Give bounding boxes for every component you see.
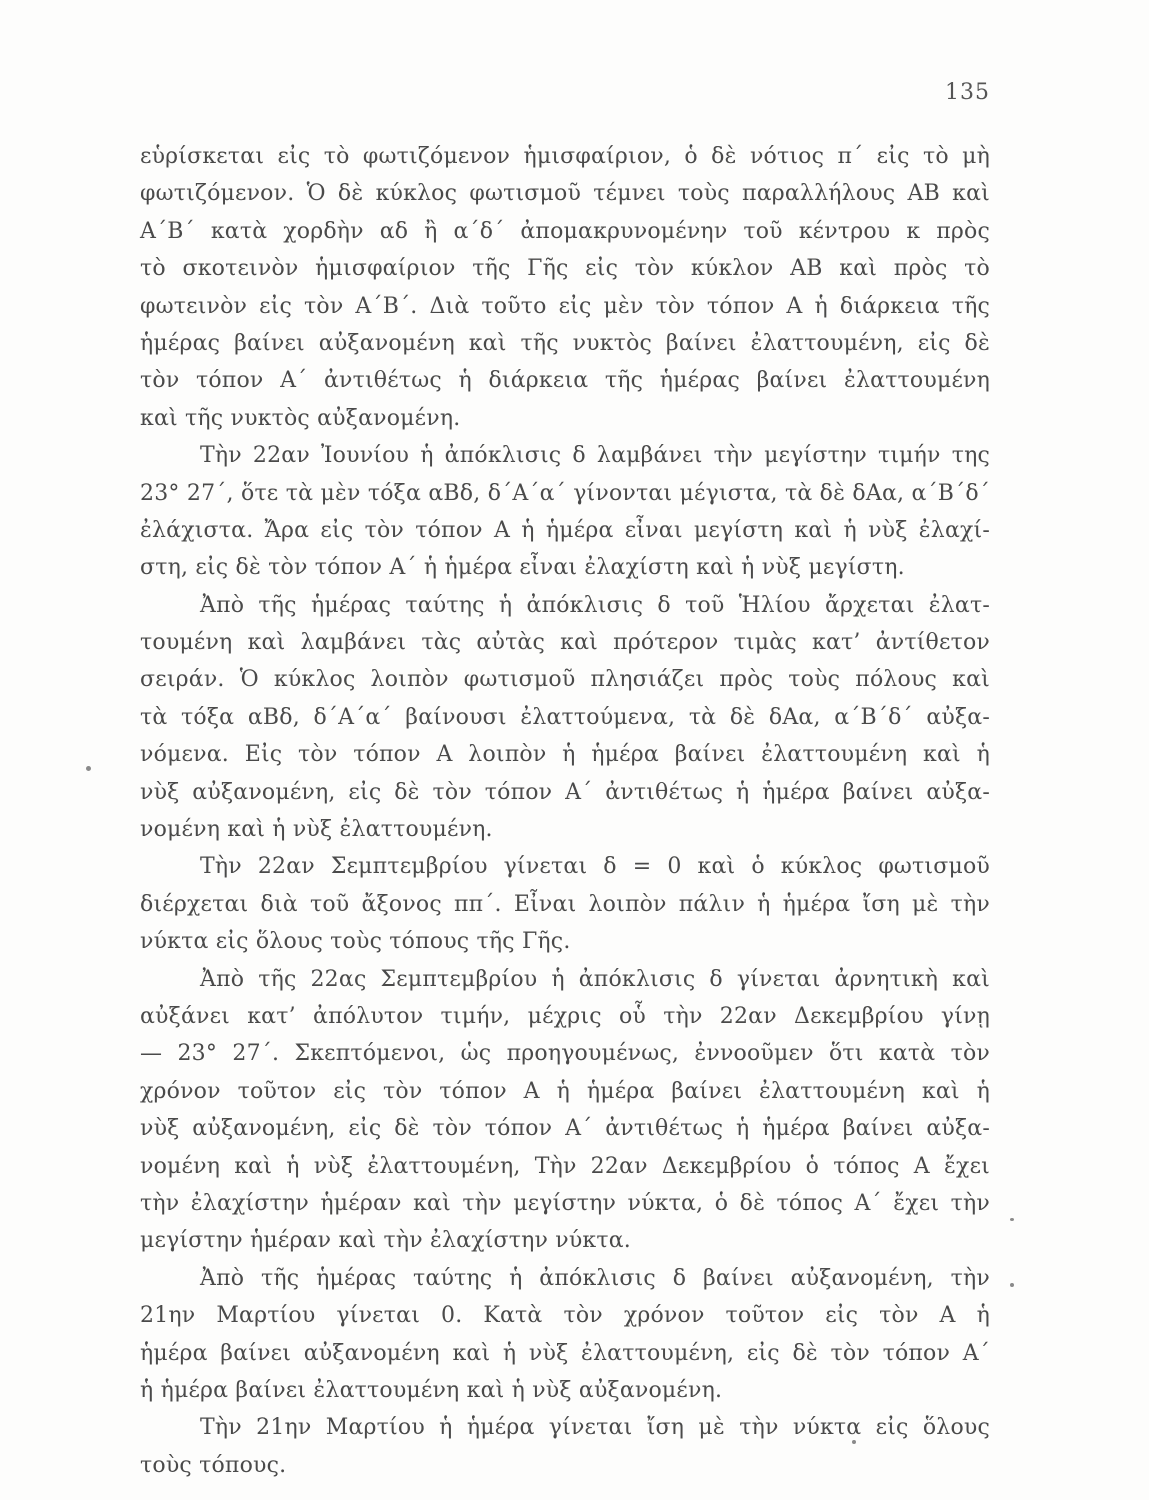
text-line: χρόνον τοῦτον εἰς τὸν τόπον Α ἡ ἡμέρα βαίνει ἐλαττουμένη καὶ ἡ (140, 1078, 990, 1104)
text-line: νὺξ αὐξανομένη, εἰς δὲ τὸν τόπον Α΄ ἀντιθέτως ἡ ἡμέρα βαίνει αὐξα- (140, 779, 990, 805)
text-line: νόμενα. Εἰς τὸν τόπον Α λοιπὸν ἡ ἡμέρα βαίνει ἐλαττουμένη καὶ ἡ (140, 742, 990, 768)
text-line: νὺξ αὐξανομένη, εἰς δὲ τὸν τόπον Α΄ ἀντιθέτως ἡ ἡμέρα βαίνει αὐξα- (140, 1116, 990, 1142)
paragraph-start-line: Τὴν 22αν Σεμπτεμβρίου γίνεται δ = 0 καὶ ὁ κύκλος φωτισμοῦ (200, 854, 990, 880)
page-number: 135 (945, 80, 990, 105)
paragraph-start-line: Ἀπὸ τῆς ἡμέρας ταύτης ἡ ἀπόκλισις δ τοῦ Ἡλίου ἄρχεται ἐλατ- (200, 592, 990, 618)
text-line: 21ην Μαρτίου γίνεται 0. Κατὰ τὸν χρόνον τοῦτον εἰς τὸν Α ἡ (140, 1303, 990, 1329)
paragraph-start-line: Ἀπὸ τῆς 22ας Σεμπτεμβρίου ἡ ἀπόκλισις δ γίνεται ἀρνητικὴ καὶ (200, 966, 990, 992)
paragraph-start-line: Τὴν 22αν Ἰουνίου ἡ ἀπόκλισις δ λαμβάνει τὴν μεγίστην τιμήν της (200, 443, 990, 469)
text-line: σειράν. Ὁ κύκλος λοιπὸν φωτισμοῦ πλησιάζει πρὸς τοὺς πόλους καὶ (140, 667, 990, 693)
paragraph-start-line: Ἀπὸ τῆς ἡμέρας ταύτης ἡ ἀπόκλισις δ βαίνει αὐξανομένη, τὴν (200, 1265, 990, 1291)
text-line: νομένη καὶ ἡ νὺξ ἐλαττουμένη, Τὴν 22αν Δεκεμβρίου ὁ τόπος Α ἔχει (140, 1153, 990, 1179)
text-line: εὑρίσκεται εἰς τὸ φωτιζόμενον ἡμισφαίριον, ὁ δὲ νότιος π΄ εἰς τὸ μὴ (140, 144, 990, 169)
text-line: τὰ τόξα αΒδ, δ΄Α΄α΄ βαίνουσι ἐλαττούμενα, τὰ δὲ δΑα, α΄Β΄δ΄ αὐξα- (140, 704, 990, 730)
paragraph-start-line: Τὴν 21ην Μαρτίου ἡ ἡμέρα γίνεται ἴση μὲ τὴν νύκτα εἰς ὅλους (200, 1415, 990, 1441)
text-line: φωτιζόμενον. Ὁ δὲ κύκλος φωτισμοῦ τέμνει τοὺς παραλλήλους ΑΒ καὶ (140, 181, 990, 207)
text-line: νομένη καὶ ἡ νὺξ ἐλαττουμένη. (140, 817, 493, 843)
text-line: τὸν τόπον Α΄ ἀντιθέτως ἡ διάρκεια τῆς ἡμέρας βαίνει ἐλαττουμένη (140, 368, 990, 394)
text-line: τουμένη καὶ λαμβάνει τὰς αὐτὰς καὶ πρότερον τιμὰς κατ’ ἀντίθετον (140, 630, 990, 656)
text-line: αὐξάνει κατ’ ἀπόλυτον τιμήν, μέχρις οὗ τὴν 22αν Δεκεμβρίου γίνῃ (140, 1003, 990, 1029)
text-line: φωτεινὸν εἰς τὸν Α΄Β΄. Διὰ τοῦτο εἰς μὲν τὸν τόπον Α ἡ διάρκεια τῆς (140, 293, 990, 319)
scan-speck (1010, 1283, 1014, 1287)
text-line: ἐλάχιστα. Ἄρα εἰς τὸν τόπον Α ἡ ἡμέρα εἶναι μεγίστη καὶ ἡ νὺξ ἐλαχί- (140, 517, 990, 543)
text-line: τὴν ἐλαχίστην ἡμέραν καὶ τὴν μεγίστην νύκτα, ὁ δὲ τόπος Α΄ ἔχει τὴν (140, 1190, 990, 1216)
text-line: στη, εἰς δὲ τὸν τόπον Α΄ ἡ ἡμέρα εἶναι ἐλαχίστη καὶ ἡ νὺξ μεγίστη. (140, 555, 905, 581)
text-line: ἡ ἡμέρα βαίνει ἐλαττουμένη καὶ ἡ νὺξ αὐξανομένη. (140, 1377, 723, 1403)
body-text (140, 138, 990, 1484)
text-line: 23° 27΄, ὅτε τὰ μὲν τόξα αΒδ, δ΄Α΄α΄ γίνονται μέγιστα, τὰ δὲ δΑα, α΄Β΄δ΄ (140, 480, 990, 506)
text-line: διέρχεται διὰ τοῦ ἄξονος ππ΄. Εἶναι λοιπὸν πάλιν ἡ ἡμέρα ἴση μὲ τὴν (140, 891, 990, 917)
text-line: ἡμέρα βαίνει αὐξανομένη καὶ ἡ νὺξ ἐλαττουμένη, εἰς δὲ τὸν τόπον Α΄ (140, 1340, 990, 1366)
text-line: Α΄Β΄ κατὰ χορδὴν αδ ἢ α΄δ΄ ἀπομακρυνομένην τοῦ κέντρου κ πρὸς (140, 218, 990, 244)
scan-speck (1010, 1218, 1014, 1221)
text-line: νύκτα εἰς ὅλους τοὺς τόπους τῆς Γῆς. (140, 929, 571, 955)
scan-speck (852, 1440, 856, 1444)
text-line: καὶ τῆς νυκτὸς αὐξανομένη. (140, 405, 461, 431)
text-line: — 23° 27΄. Σκεπτόμενοι, ὡς προηγουμένως, ἐννοοῦμεν ὅτι κατὰ τὸν (140, 1041, 990, 1067)
text-line: τοὺς τόπους. (140, 1452, 287, 1478)
scan-speck (86, 766, 91, 771)
text-line: τὸ σκοτεινὸν ἡμισφαίριον τῆς Γῆς εἰς τὸν κύκλον ΑΒ καὶ πρὸς τὸ (140, 256, 990, 282)
text-line: ἡμέρας βαίνει αὐξανομένη καὶ τῆς νυκτὸς βαίνει ἐλαττουμένη, εἰς δὲ (140, 330, 990, 356)
text-line: μεγίστην ἡμέραν καὶ τὴν ἐλαχίστην νύκτα. (140, 1228, 632, 1254)
